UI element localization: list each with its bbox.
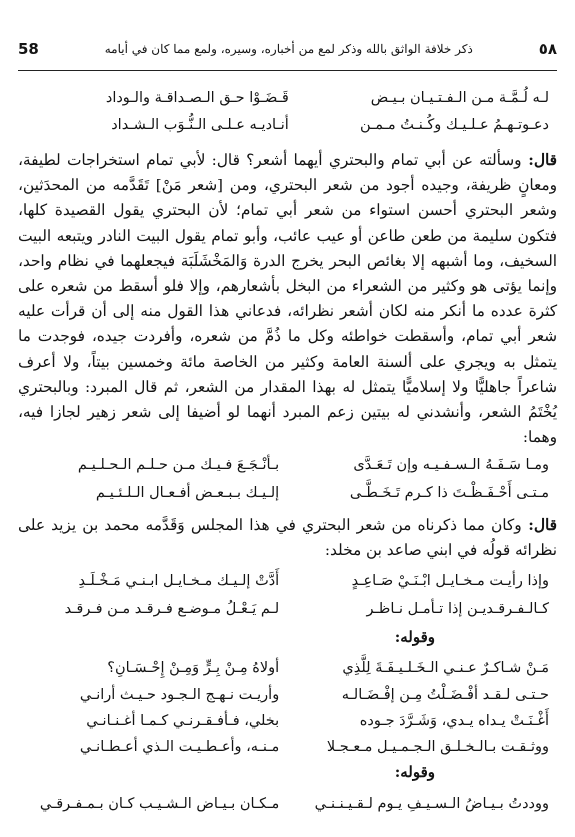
verse-second-hemistich: بخلي، فـأفـقـرنـي كـمـا أغـنـانـي — [86, 712, 280, 729]
verse-line — [58, 113, 549, 137]
verse-first-hemistich: أَغْـنَـتْ يـداه يـدي، وَشَـرَّدَ جـوده — [359, 712, 549, 729]
verse-first-hemistich: كـالـفـرقـديـن إذا تـأمـل نـاظـر — [366, 600, 549, 617]
paragraph-lead: قال: — [521, 151, 557, 169]
verse-second-hemistich: أنـاديـه عـلـى الـنُّـوَب الـشـداد — [111, 116, 289, 133]
verse-line — [40, 683, 549, 707]
verse-line — [40, 656, 549, 680]
verse-second-hemistich: مـكـان بـيـاض الـشـيـب كـان بـمـفـرقـي — [39, 795, 280, 812]
paragraph-abu-tammam — [18, 148, 557, 450]
running-title: ذكر خلافة الواثق بالله وذكر لمع من أخباره، وسيره، ولمع مما كان في أيامه — [104, 42, 473, 56]
verse-line — [40, 597, 549, 621]
paragraph-text: وكان مما ذكرناه من شعر البحتري في هذا المجلس وَقَدَّمه محمد بن يزيد على نظرائه قولُه في ابني صاعد بن مخلد: — [18, 516, 557, 560]
verse-second-hemistich: بـأنْـجَـعَ فـيـك مـن حـلـم الـحـلـيـم — [77, 456, 280, 473]
verse-line — [40, 569, 549, 593]
verse-line — [40, 709, 549, 733]
verse-first-hemistich: ووثـقـت بـالـخـلـق الـجـمـيـل مـعـجـلا — [326, 738, 549, 755]
page-number: 58 — [18, 40, 39, 58]
paragraph-ibn-saad — [18, 513, 557, 563]
section-label: وقوله: — [394, 763, 435, 781]
verse-second-hemistich: أَدَّتْ إلـيـك مـخـايـل ابـنـي مَـخْـلَـدِ — [78, 572, 280, 589]
verse-first-hemistich: حـتـى لـقـد أفْـضَـلْتُ مِـن إفْـضَـالـه — [341, 686, 549, 703]
verse-first-hemistich: ومـا سَـفَـهُ الـسـفـيـه وإن تَـعَـدَّى — [353, 456, 549, 473]
verse-second-hemistich: قَـضَـوْا حـق الـصـداقـة والـوداد — [105, 89, 289, 106]
verse-first-hemistich: لـه لُـمَّـة مـن الـفـتـيـان بـيـض — [370, 89, 549, 106]
verse-line — [40, 481, 549, 505]
paragraph-lead: قال: — [521, 516, 557, 534]
verse-second-hemistich: إلـيـك بـبـعـض أفـعـال الـلـئـيـم — [95, 484, 280, 501]
verse-first-hemistich: دعـوتـهـمُ عـلـيـك وكُـنـتُ مـمـن — [359, 116, 549, 133]
verse-first-hemistich: وإذا رأيـت مـخـايـل ابْـنَـيْ صَـاعِـدٍ — [351, 572, 549, 589]
verse-second-hemistich: لـم يَـعْـلُ مـوضـع فـرقـد مـن فـرقـد — [64, 600, 280, 617]
page-number-arabic: ٥٨ — [538, 40, 557, 58]
verse-line — [40, 792, 549, 816]
verse-line — [40, 735, 549, 759]
verse-first-hemistich: مـتـى أَحْـفَـظْـتَ ذا كـرم تَـخَـطَّـى — [349, 484, 549, 501]
verse-first-hemistich: ووددتُ بـيـاضُ الـسـيـفِ يـوم لـقـيـنـنـي — [314, 795, 549, 812]
header-divider — [18, 70, 557, 71]
verse-second-hemistich: أولاهُ مِـنْ بِـرٍّ وَمِـنْ إِحْـسَـانِ؟ — [107, 659, 280, 676]
verse-second-hemistich: مـنـه، وأعـطـيـت الـذي أعـطـانـي — [79, 738, 280, 755]
paragraph-text: وسألته عن أبي تمام والبحتري أيهما أشعر؟ قال: لأبي تمام استخراجات لطيفة، ومعانٍ ظريفة، وجيده أجود من شعر البحتري، ومن [شعر مَنْ] تَقَدَّمه من المحدَثين، وشعر البحتري أحسن استواء من شعر أبي تمام؛ لأن البحتري يقول القصيدة كلها، فتكون سليمة من طعن طاعن أو عيب عائب، وأبو تمام يقول البيت النادر ويتبعه البيت السخيف، وما أشبهه إلا بغائص البحر يخرج الدرة وَالمَخْشَلَبَة فيجعلهما في نظام واحد، وإنما يؤتى هو وكثير من الشعراء من البخل بأشعارهم، وإلا فلو أسقط من شعره على كثرة عدده ما أنكر منه لكان أشعر نظرائه، فدعاني هذا القول منه إلى أن قرأت عليه شعر أبي تمام، وأسقطت خواطئه وكل ما ذُمَّ من شعره، وأفردت جيده، فوجدت ما يتمثل به ويجري على ألسنة العامة وكثير من الخاصة مائة وخمسين بيتاً، ولا أعرف شاعراً جاهليًّا ولا إسلاميًّا يتمثل له بهذا المقدار من الشعر، ثم قال المبرد: وبالبحتري يُخْتَمُ الشعر، وأنشدني له بيتين زعم المبرد أنهما لو أضيفا إلى شعر زهير لجازا فيه، وهما: — [18, 151, 557, 447]
verse-second-hemistich: وأريـت نـهـج الـجـود حـيـث أرانـي — [79, 686, 280, 703]
verse-line — [40, 453, 549, 477]
verse-line — [58, 86, 549, 110]
page-header — [18, 36, 557, 62]
section-label: وقوله: — [394, 628, 435, 646]
verse-first-hemistich: مَـنْ شـاكـرٌ عـنـي الـخَـلـيـفَـةَ لِلَّذِي — [342, 659, 549, 676]
